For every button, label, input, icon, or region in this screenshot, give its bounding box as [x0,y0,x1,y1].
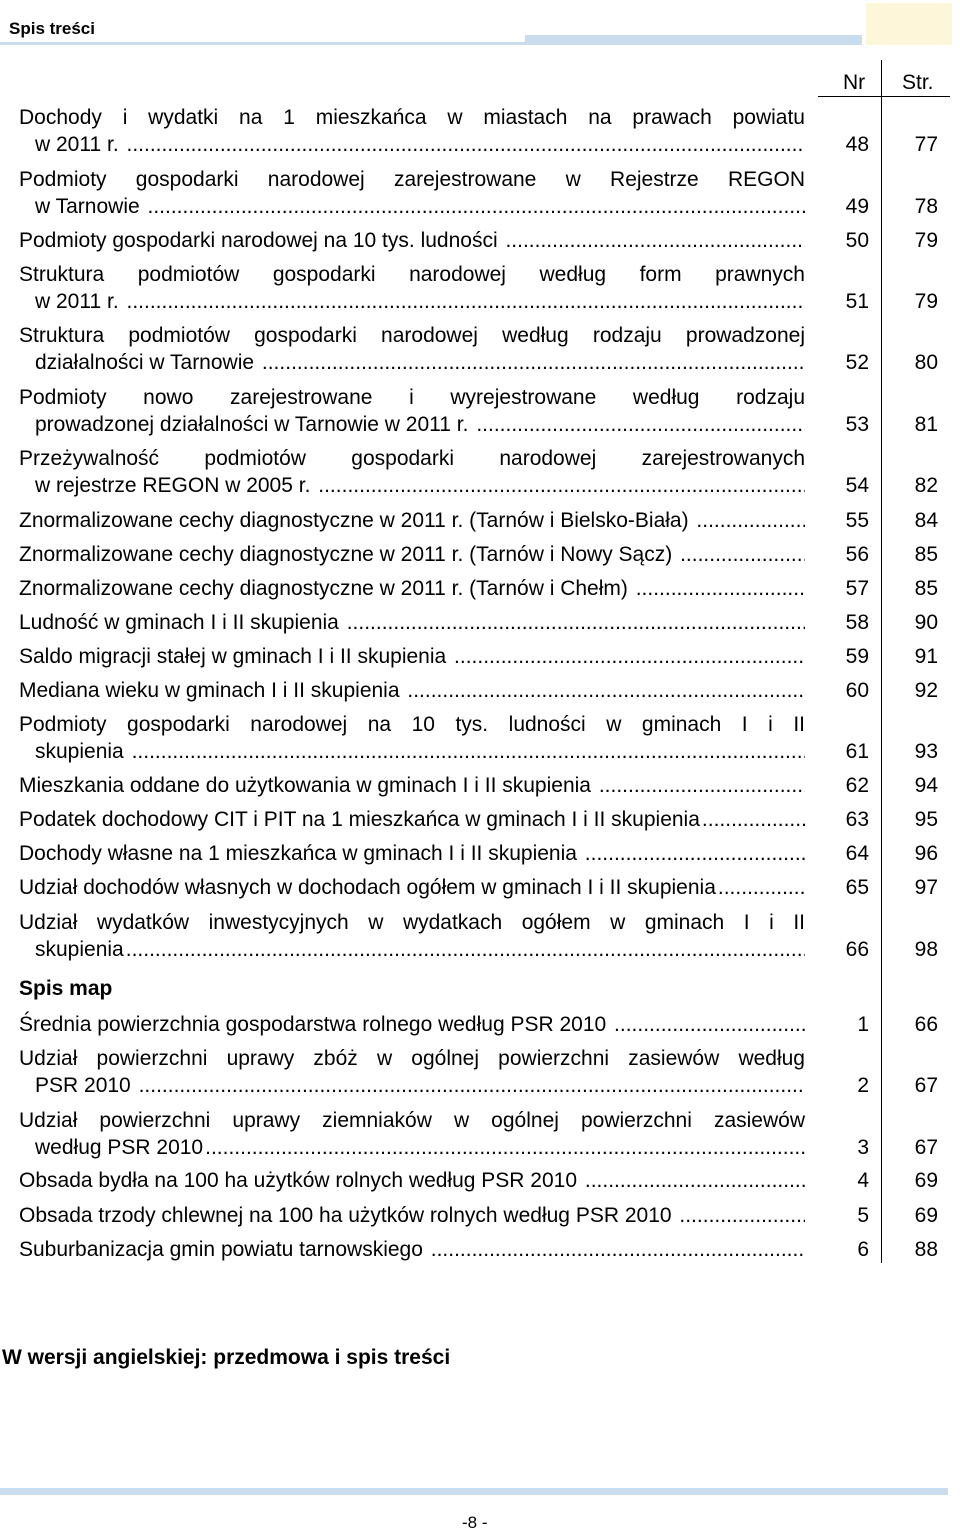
toc-entry-title: Podatek dochodowy CIT i PIT na 1 mieszkańca w gminach I i II skupienia [19,808,700,831]
map-entry-title: Suburbanizacja gmin powiatu tarnowskiego [19,1238,429,1261]
toc-entry[interactable] [19,609,805,636]
toc-entry-title: Struktura podmiotów gospodarki narodowej według rodzaju prowadzonej [19,324,805,347]
dot-leader [718,876,805,899]
toc-entry[interactable] [19,227,805,254]
toc-entry[interactable] [19,677,805,704]
toc-entry-number: 50 [845,229,869,252]
toc-entry-title: Ludność w gminach I i II skupienia [19,611,345,634]
map-entry-number: 3 [857,1136,869,1159]
toc-entry[interactable] [19,711,805,765]
dot-leader [127,290,806,313]
map-entry-page: 66 [914,1013,938,1036]
toc-entry-title: Podmioty gospodarki narodowej na 10 tys. ludności [19,229,504,252]
toc-entry-title: działalności w Tarnowie [35,351,260,374]
dot-leader [679,1204,805,1227]
toc-entry-number: 60 [845,679,869,702]
toc-entry[interactable] [19,772,805,799]
dot-leader [139,1074,805,1097]
toc-entry-page: 93 [914,740,938,763]
toc-entry-title: Mediana wieku w gminach I i II skupienia [19,679,406,702]
toc-entry-page: 90 [914,611,938,634]
toc-entry-title: Podmioty nowo zarejestrowane i wyrejestrowane według rodzaju [19,386,805,409]
page-number: -8 - [462,1513,488,1532]
toc-entry-number: 48 [845,133,869,156]
toc-entry-page: 84 [914,509,938,532]
header-corner-box [866,3,952,45]
dot-leader [205,1136,805,1159]
toc-entry-title: w Tarnowie [35,195,146,218]
map-entry-page: 69 [914,1169,938,1192]
dot-leader [636,577,805,600]
dot-leader [680,543,805,566]
toc-entry[interactable] [19,840,805,867]
toc-entry-title: Znormalizowane cechy diagnostyczne w 2011 r. (Tarnów i Bielsko-Biała) [19,509,695,532]
toc-entry-page: 79 [914,290,938,313]
dot-leader [702,808,805,831]
toc-entry-page: 78 [914,195,938,218]
toc-entry-title: Dochody własne na 1 mieszkańca w gminach I i II skupienia [19,842,583,865]
column-header-underline [818,96,950,97]
toc-entry-title: Dochody i wydatki na 1 mieszkańca w miastach na prawach powiatu [19,106,805,129]
toc-entry-number: 54 [845,474,869,497]
toc-entry-title: w 2011 r. [35,133,125,156]
dot-leader [505,229,805,252]
dot-leader [148,195,806,218]
map-entry-number: 5 [857,1204,869,1227]
dot-leader [407,679,805,702]
toc-entry-title: prowadzonej działalności w Tarnowie w 2011 r. [35,413,475,436]
dot-leader [614,1013,805,1036]
map-entry-title: Obsada bydła na 100 ha użytków rolnych według PSR 2010 [19,1169,583,1192]
toc-entry-number: 49 [845,195,869,218]
map-entry-number: 4 [857,1169,869,1192]
toc-entry-title: Znormalizowane cechy diagnostyczne w 2011 r. (Tarnów i Nowy Sącz) [19,543,679,566]
dot-leader [262,351,805,374]
dot-leader [318,474,805,497]
map-entry[interactable] [19,1202,805,1229]
toc-entry-page: 80 [914,351,938,374]
toc-entry[interactable] [19,909,805,963]
toc-entry-page: 98 [914,938,938,961]
map-entry[interactable] [19,1045,805,1099]
toc-entry[interactable] [19,445,805,499]
toc-entry-page: 85 [914,577,938,600]
toc-entry-number: 62 [845,774,869,797]
toc-entry-page: 79 [914,229,938,252]
column-divider [881,60,882,1263]
dot-leader [132,740,805,763]
map-entry-title: Udział powierzchni uprawy ziemniaków w ogólnej powierzchni zasiewów [19,1109,805,1132]
toc-entry-page: 97 [914,876,938,899]
toc-entry[interactable] [19,166,805,220]
dot-leader [585,1169,805,1192]
map-entry[interactable] [19,1236,805,1263]
toc-entry-title: Struktura podmiotów gospodarki narodowej według form prawnych [19,263,805,286]
toc-entry-number: 66 [845,938,869,961]
toc-entry-page: 95 [914,808,938,831]
dot-leader [126,938,805,961]
map-entry-title: PSR 2010 [35,1074,137,1097]
toc-entry[interactable] [19,261,805,315]
map-entry-page: 67 [914,1074,938,1097]
toc-entry-number: 63 [845,808,869,831]
toc-entry-page: 92 [914,679,938,702]
toc-entry[interactable] [19,322,805,376]
toc-entry-title: Saldo migracji stałej w gminach I i II skupienia [19,645,453,668]
dot-leader [127,133,806,156]
toc-entry[interactable] [19,874,805,901]
map-entry-number: 1 [857,1013,869,1036]
toc-entry[interactable] [19,104,805,158]
dot-leader [599,774,805,797]
toc-entry[interactable] [19,643,805,670]
english-version-note: W wersji angielskiej: przedmowa i spis treści [2,1346,451,1369]
map-entry-title: Udział powierzchni uprawy zbóż w ogólnej powierzchni zasiewów według [19,1047,805,1070]
toc-entry[interactable] [19,575,805,602]
toc-entry[interactable] [19,507,805,534]
toc-entry-number: 59 [845,645,869,668]
toc-entry-title: Mieszkania oddane do użytkowania w gminach I i II skupienia [19,774,597,797]
toc-entry-number: 58 [845,611,869,634]
map-entry-title: Średnia powierzchnia gospodarstwa rolnego według PSR 2010 [19,1013,613,1036]
column-header-nr: Nr [843,71,866,94]
toc-entry-title: Znormalizowane cechy diagnostyczne w 2011 r. (Tarnów i Chełm) [19,577,634,600]
toc-entry-number: 53 [845,413,869,436]
map-entry-page: 69 [914,1204,938,1227]
toc-entry-page: 94 [914,774,938,797]
dot-leader [585,842,805,865]
toc-entry-title: Przeżywalność podmiotów gospodarki narodowej zarejestrowanych [19,447,805,470]
map-entry[interactable] [19,1011,805,1038]
toc-entry-number: 56 [845,543,869,566]
toc-entry-title: Udział dochodów własnych w dochodach ogółem w gminach I i II skupienia [19,876,716,899]
toc-entry-page: 96 [914,842,938,865]
map-entry-page: 88 [914,1238,938,1261]
dot-leader [696,509,805,532]
map-entry-title: Obsada trzody chlewnej na 100 ha użytków rolnych według PSR 2010 [19,1204,678,1227]
map-entry-number: 6 [857,1238,869,1261]
toc-entry-title: skupienia [35,740,130,763]
toc-entry-title: Udział wydatków inwestycyjnych w wydatkach ogółem w gminach I i II [19,911,805,934]
toc-entry-page: 82 [914,474,938,497]
toc-entry-page: 81 [914,413,938,436]
section-header-title: Spis treści [9,19,95,38]
header-accent-bar [525,35,862,45]
maps-section-heading: Spis map [19,977,113,1000]
toc-entry-title: w rejestrze REGON w 2005 r. [35,474,317,497]
toc-entry-title: w 2011 r. [35,290,125,313]
toc-entry[interactable] [19,541,805,568]
toc-entry[interactable] [19,806,805,833]
dot-leader [454,645,805,668]
toc-entry-number: 64 [845,842,869,865]
toc-entry-page: 77 [914,133,938,156]
toc-entry-number: 52 [845,351,869,374]
toc-entry-page: 91 [914,645,938,668]
map-entry-number: 2 [857,1074,869,1097]
toc-entry-number: 61 [845,740,869,763]
dot-leader [347,611,805,634]
map-entry[interactable] [19,1107,805,1161]
toc-entry-number: 65 [845,876,869,899]
toc-entry-number: 55 [845,509,869,532]
map-entry-title: według PSR 2010 [35,1136,204,1159]
toc-entry-title: Podmioty gospodarki narodowej na 10 tys. ludności w gminach I i II [19,713,805,736]
column-header-str: Str. [902,71,934,94]
toc-entry-title: skupienia [35,938,124,961]
toc-entry-number: 51 [845,290,869,313]
map-entry-page: 67 [914,1136,938,1159]
dot-leader [476,413,805,436]
dot-leader [431,1238,805,1261]
toc-entry-title: Podmioty gospodarki narodowej zarejestrowane w Rejestrze REGON [19,168,805,191]
toc-entry[interactable] [19,384,805,438]
map-entry[interactable] [19,1167,805,1194]
toc-entry-page: 85 [914,543,938,566]
toc-entry-number: 57 [845,577,869,600]
footer-rule [0,1488,948,1495]
